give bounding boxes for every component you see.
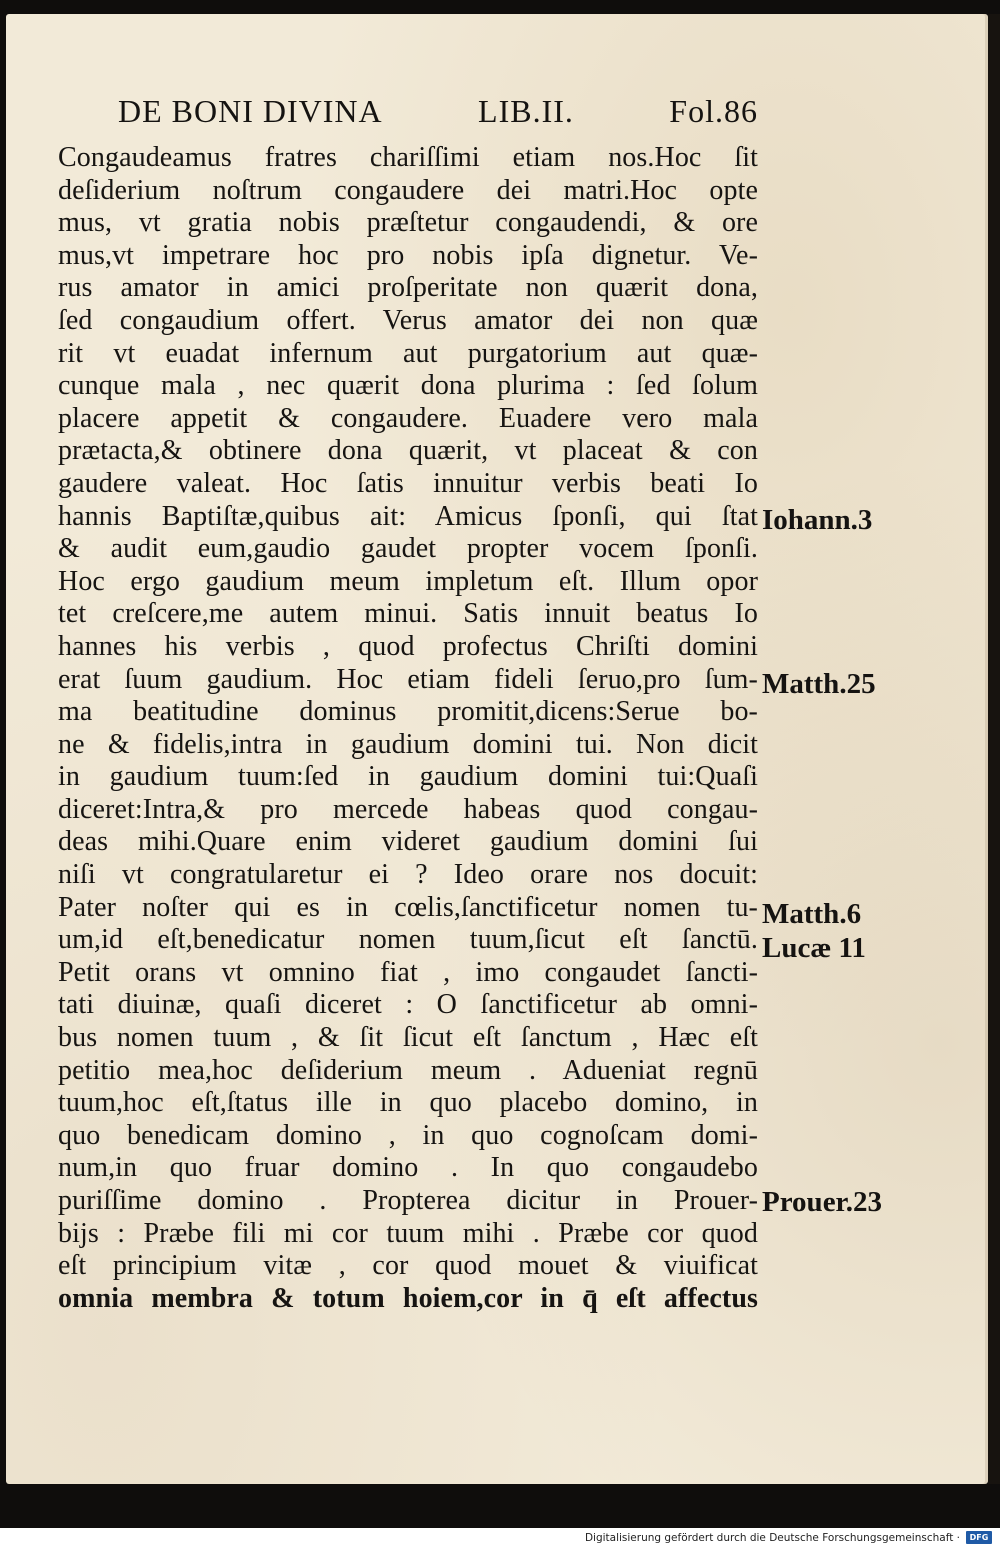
header-folio: Fol.86 [669, 92, 758, 129]
text-line: Petit orans vt omnino fiat , imo congaudet ſancti- [58, 956, 758, 988]
text-line: bijs : Præbe fili mi cor tuum mihi . Præbe cor quod [58, 1217, 758, 1249]
text-line: puriſſime domino . Propterea dicitur in Prouer- [58, 1185, 758, 1216]
text-line: rit vt euadat infernum aut purgatorium aut quæ- [58, 337, 758, 369]
text-line: tati diuinæ, quaſi diceret : O ſanctificetur ab omni- [58, 989, 758, 1021]
margin-note-matth-6: Matth.6 [762, 898, 862, 930]
page-edge-shadow [988, 14, 1000, 1484]
text-line: omnia membra & totum hoiem,cor in q̄ eſt affectus [58, 1282, 758, 1314]
dfg-logo-icon: DFG [966, 1531, 992, 1544]
text-line: ne & fidelis,intra in gaudium domini tui. Non dicit [58, 728, 758, 760]
text-line: Hoc ergo gaudium meum impletum eſt. Illum opor [58, 565, 758, 597]
text-line: hannis Baptiſtæ,quibus ait: Amicus ſponſi, qui ſtat [58, 500, 758, 532]
text-line: rus amator in amici proſperitate non quærit dona, [58, 272, 758, 304]
text-line: & audit eum,gaudio gaudet propter vocem ſponſi. [58, 533, 758, 565]
text-line: ma beatitudine dominus promitit,dicens:Serue bo- [58, 696, 758, 728]
text-line: hannes his verbis , quod profectus Chriſti domini [58, 630, 758, 662]
text-line: deſiderium noſtrum congaudere dei matri.Hoc opte [58, 174, 758, 206]
body-text [58, 142, 758, 1315]
text-line: bus nomen tuum , & ſit ſicut eſt ſanctum , Hæc eſt [58, 1022, 758, 1054]
text-line: tet creſcere,me autem minui. Satis innuit beatus Io [58, 598, 758, 630]
text-line: cunque mala , nec quærit dona plurima : ſed ſolum [58, 370, 758, 402]
text-line: ſed congaudium offert. Verus amator dei non quæ [58, 304, 758, 336]
margin-note-iohann: Iohann.3 [762, 504, 873, 536]
margin-note-prouer: Prouer.23 [762, 1186, 883, 1218]
text-line: niſi vt congratularetur ei ? Ideo orare nos docuit: [58, 859, 758, 891]
text-line: erat ſuum gaudium. Hoc etiam fideli ſeruo,pro ſum- [58, 663, 758, 695]
text-line: deas mihi.Quare enim videret gaudium domini ſui [58, 826, 758, 858]
text-line: Pater noſter qui es in cœlis,ſanctificetur nomen tu- [58, 891, 758, 923]
text-line: mus,vt impetrare hoc pro nobis ipſa dignetur. Ve- [58, 239, 758, 271]
text-line: mus, vt gratia nobis præſtetur congaudendi, & ore [58, 207, 758, 239]
text-line: tuum,hoc eſt,ſtatus ille in quo placebo domino, in [58, 1087, 758, 1119]
header-title: DE BONI DIVINA [118, 92, 383, 129]
margin-note-lucae: Lucæ 11 [762, 932, 866, 964]
text-line: petitio mea,hoc deſiderium meum . Adueniat regnū [58, 1054, 758, 1086]
text-line: placere appetit & congaudere. Euadere vero mala [58, 402, 758, 434]
text-line: quo benedicam domino , in quo cognoſcam domi- [58, 1119, 758, 1151]
running-header [118, 88, 758, 134]
text-line: diceret:Intra,& pro mercede habeas quod congau- [58, 793, 758, 825]
text-line: num,in quo fruar domino . In quo congaudebo [58, 1152, 758, 1184]
margin-note-matth-25: Matth.25 [762, 668, 876, 700]
text-line: gaudere valeat. Hoc ſatis innuitur verbis beati Io [58, 467, 758, 499]
header-book: LIB.II. [478, 92, 574, 129]
text-line: eſt principium vitæ , cor quod mouet & viuificat [58, 1250, 758, 1282]
text-line: Congaudeamus fratres chariſſimi etiam nos.Hoc ſit [58, 142, 758, 173]
funding-credit: Digitalisierung gefördert durch die Deutsche Forschungsgemeinschaft · [584, 1532, 960, 1544]
text-line: um,id eſt,benedicatur nomen tuum,ſicut eſt ſanctū. [58, 924, 758, 956]
text-line: prætacta,& obtinere dona quærit, vt placeat & con [58, 435, 758, 467]
text-line: in gaudium tuum:ſed in gaudium domini tui:Quaſi [58, 761, 758, 793]
